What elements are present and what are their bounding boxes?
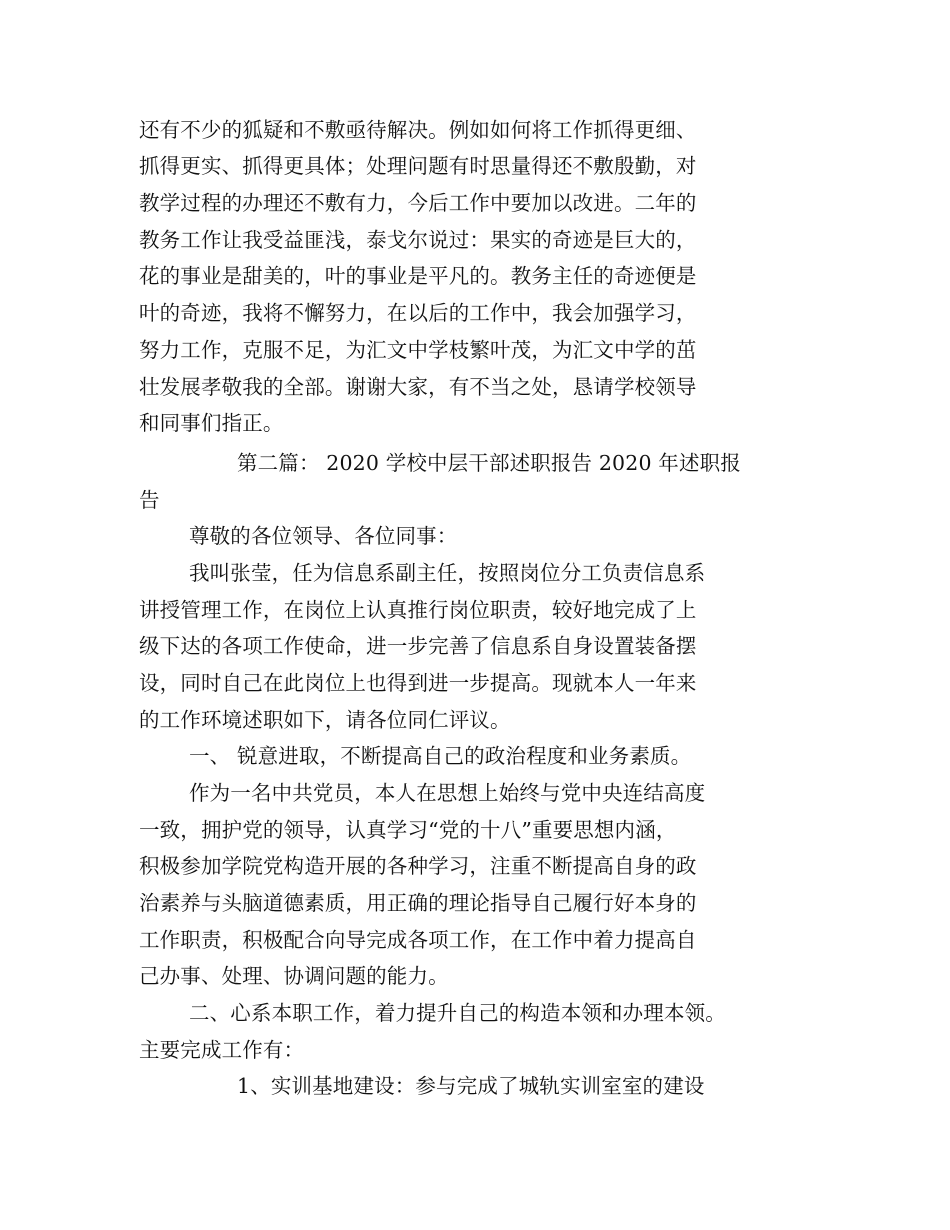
text-line: 花的事业是甜美的，叶的事业是平凡的。教务主任的奇迹便是 [139, 264, 697, 288]
text-line: 叶的奇迹，我将不懈努力，在以后的工作中，我会加强学习， [139, 301, 697, 325]
text-line: 还有不少的狐疑和不敷亟待解决。例如如何将工作抓得更细、 [139, 118, 697, 142]
text-line: 治素养与头脑道德素质，用正确的理论指导自己履行好本身的 [139, 891, 697, 915]
text-line: 壮发展孝敬我的全部。谢谢大家，有不当之处，恳请学校领导 [139, 375, 697, 399]
subsection-heading: 一、 锐意进取，不断提高自己的政治程度和业务素质。 [189, 744, 692, 768]
list-item: 1、实训基地建设：参与完成了城轨实训室室的建设 [237, 1074, 705, 1098]
text-line: 的工作环境述职如下，请各位同仁评议。 [139, 708, 511, 732]
text-line: 级下达的各项工作使命，进一步完善了信息系自身设置装备摆 [139, 634, 697, 658]
text-line: 主要完成工作有： [139, 1038, 305, 1062]
salutation: 尊敬的各位领导、各位同事： [189, 524, 458, 548]
text-line: 教学过程的办理还不敷有力，今后工作中要加以改进。二年的 [139, 191, 697, 215]
subsection-heading: 二、心系本职工作，着力提升自己的构造本领和办理本领。 [189, 1001, 726, 1025]
text-line: 一致，拥护党的领导，认真学习“党的十八”重要思想内涵， [139, 818, 677, 842]
text-line: 工作职责，积极配合向导完成各项工作，在工作中着力提高自 [139, 928, 697, 952]
text-line: 我叫张莹，任为信息系副主任，按照岗位分工负责信息系 [189, 561, 706, 585]
text-line: 己办事、处理、协调问题的能力。 [139, 964, 449, 988]
text-line: 努力工作，克服不足，为汇文中学枝繁叶茂，为汇文中学的茁 [139, 338, 697, 362]
section-heading: 第二篇： 2020 学校中层干部述职报告 2020 年述职报 [237, 451, 741, 475]
text-line: 讲授管理工作，在岗位上认真推行岗位职责，较好地完成了上 [139, 598, 697, 622]
text-line: 设，同时自己在此岗位上也得到进一步提高。现就本人一年来 [139, 671, 697, 695]
text-line: 积极参加学院党构造开展的各种学习，注重不断提高自身的政 [139, 854, 697, 878]
text-line: 和同事们指正。 [139, 411, 284, 435]
section-heading-continuation: 告 [139, 488, 160, 512]
text-line: 作为一名中共党员，本人在思想上始终与党中央连结高度 [189, 781, 706, 805]
text-line: 教务工作让我受益匪浅，泰戈尔说过：果实的奇迹是巨大的， [139, 228, 697, 252]
text-line: 抓得更实、抓得更具体；处理问题有时思量得还不敷殷勤，对 [139, 154, 697, 178]
